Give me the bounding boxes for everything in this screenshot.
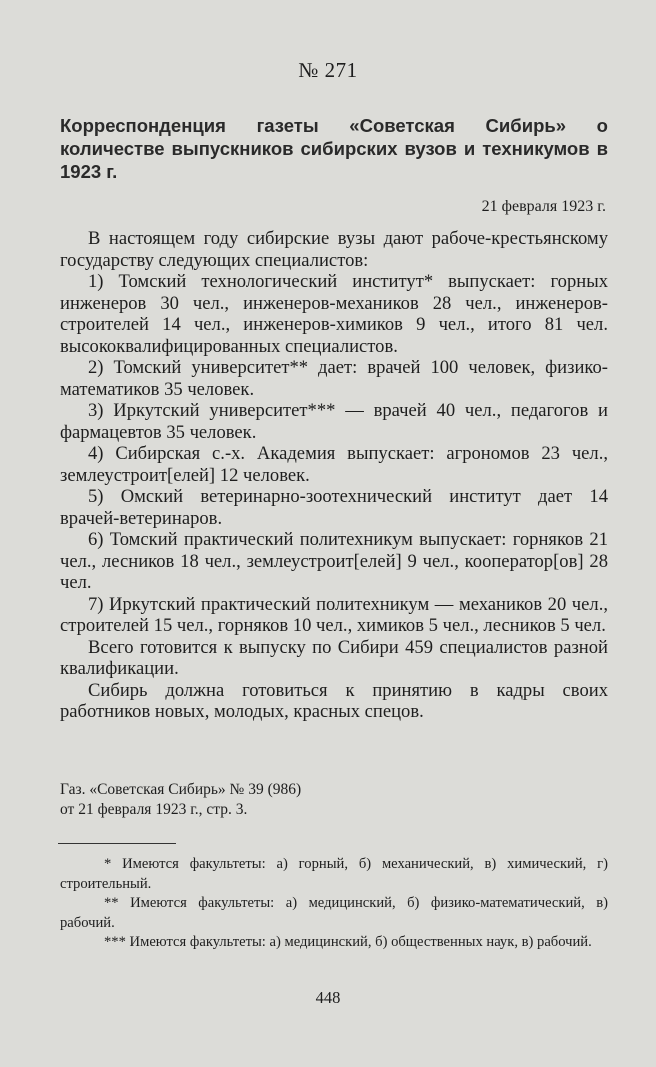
document-body xyxy=(60,228,608,723)
paragraph-closing: Сибирь должна готовиться к принятию в кадры своих работников новых, молодых, красных спецов. xyxy=(60,679,608,722)
footnote-1: * Имеются факультеты: а) горный, б) механический, в) химический, г) строительный. xyxy=(60,856,608,892)
footnote-3: *** Имеются факультеты: а) медицинский, б) общественных наук, в) рабочий. xyxy=(104,934,592,950)
source-citation xyxy=(60,780,460,820)
paragraph-intro: В настоящем году сибирские вузы дают рабоче-крестьянскому государству следующих специалистов: xyxy=(60,228,608,271)
document-title: Корреспонденция газеты «Советская Сибирь» о количестве выпускников сибирских вузов и техникумов в 1923 г. xyxy=(60,115,608,182)
source-line: Газ. «Советская Сибирь» № 39 (986) xyxy=(60,781,302,798)
paragraph-item-5: 5) Омский ветеринарно-зоотехнический институт дает 14 врачей-ветеринаров. xyxy=(60,486,608,529)
footnote-2: ** Имеются факультеты: а) медицинский, б) физико-математический, в) рабочий. xyxy=(60,895,608,931)
source-line: от 21 февраля 1923 г., стр. 3. xyxy=(60,801,248,818)
page-number: 448 xyxy=(315,988,341,1007)
footnote-divider xyxy=(58,843,176,844)
paragraph-total: Всего готовится к выпуску по Сибири 459 специалистов разной квалификации. xyxy=(60,636,608,679)
paragraph-item-7: 7) Иркутский практический политехникум — механиков 20 чел., строителей 15 чел., горняков 10 чел., химиков 5 чел., лесников 5 чел. xyxy=(60,593,608,636)
paragraph-item-4: 4) Сибирская с.-х. Академия выпускает: агрономов 23 чел., землеустроит[елей] 12 человек. xyxy=(60,443,608,486)
paragraph-item-3: 3) Иркутский университет*** — врачей 40 чел., педагогов и фармацевтов 35 человек. xyxy=(60,400,608,443)
footnotes xyxy=(60,855,608,953)
document-date: 21 февраля 1923 г. xyxy=(481,198,606,215)
paragraph-item-1: 1) Томский технологический институт* выпускает: горных инженеров 30 чел., инженеров-механиков 28 чел., инженеров-строителей 14 чел., инженеров-химиков 9 чел., итого 81 чел. высококвалифицированных специалистов. xyxy=(60,271,608,357)
paragraph-item-6: 6) Томский практический политехникум выпускает: горняков 21 чел., лесников 18 чел., землеустроит[елей] 9 чел., кооператор[ов] 28 чел. xyxy=(60,529,608,593)
paragraph-item-2: 2) Томский университет** дает: врачей 100 человек, физико-математиков 35 человек. xyxy=(60,357,608,400)
document-number: № 271 xyxy=(298,58,358,82)
